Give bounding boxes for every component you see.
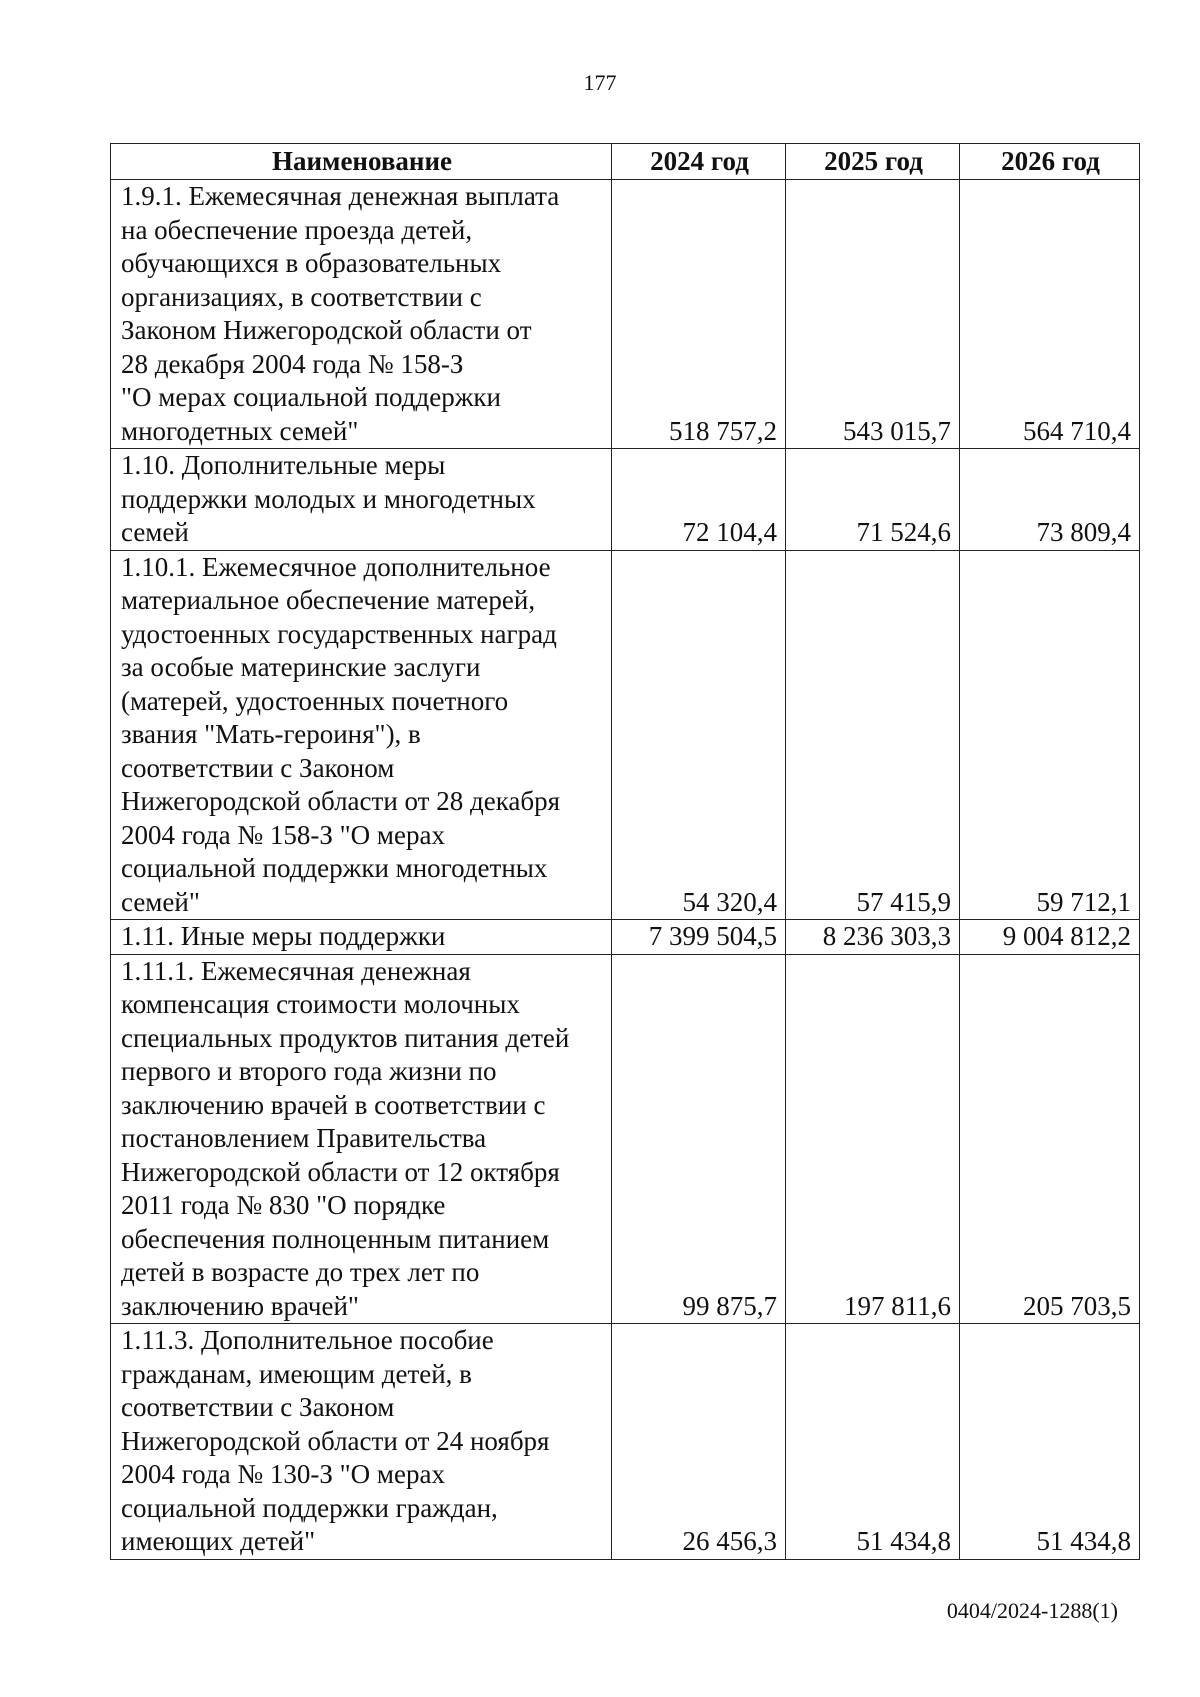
table-row bbox=[111, 550, 1140, 920]
value-2024-cell: 26 456,3 bbox=[612, 1324, 786, 1560]
row-name-cell bbox=[111, 449, 612, 551]
value-2026-cell: 564 710,4 bbox=[960, 180, 1140, 449]
value-2025-cell: 57 415,9 bbox=[786, 550, 960, 920]
row-name-line: 1.11. Иные меры поддержки bbox=[121, 921, 446, 951]
row-name-cell bbox=[111, 920, 612, 955]
page-number: 177 bbox=[583, 70, 617, 95]
row-name-line: на обеспечение проезда детей, bbox=[121, 214, 473, 245]
row-name-line: заключению врачей" bbox=[121, 1290, 359, 1321]
row-name-line: 1.10. Дополнительные меры bbox=[121, 450, 446, 480]
value-2026-cell: 51 434,8 bbox=[960, 1324, 1140, 1560]
value-2024-cell: 72 104,4 bbox=[612, 449, 786, 551]
row-name-line: 1.10.1. Ежемесячное дополнительное bbox=[121, 551, 551, 582]
value-2025-cell: 71 524,6 bbox=[786, 449, 960, 551]
row-name-cell bbox=[111, 180, 612, 449]
value-2024-cell: 7 399 504,5 bbox=[612, 920, 786, 955]
header-name: Наименование bbox=[111, 144, 612, 180]
row-name-line: организациях, в соответствии с bbox=[121, 281, 482, 312]
row-name-cell bbox=[111, 1324, 612, 1560]
row-name-line: имеющих детей" bbox=[121, 1526, 316, 1556]
row-name-line: социальной поддержки граждан, bbox=[121, 1492, 498, 1523]
row-name-line: семей" bbox=[121, 886, 200, 917]
row-name-line: обеспечения полноценным питанием bbox=[121, 1223, 550, 1254]
row-name-line: заключению врачей в соответствии с bbox=[121, 1089, 546, 1120]
row-name-line: обучающихся в образовательных bbox=[121, 248, 502, 278]
row-name-line: за особые материнские заслуги bbox=[121, 652, 481, 682]
row-name-cell bbox=[111, 954, 612, 1324]
table-row bbox=[111, 954, 1140, 1324]
value-2024-cell: 518 757,2 bbox=[612, 180, 786, 449]
table-row bbox=[111, 449, 1140, 551]
table-row bbox=[111, 180, 1140, 449]
row-name-line: соответствии с Законом bbox=[121, 752, 395, 783]
row-name-line: 28 декабря 2004 года № 158-З bbox=[121, 348, 464, 379]
row-name-line: социальной поддержки многодетных bbox=[121, 853, 548, 883]
row-name-line: 1.11.1. Ежемесячная денежная bbox=[121, 955, 471, 986]
value-2025-cell: 51 434,8 bbox=[786, 1324, 960, 1560]
header-2025: 2025 год bbox=[786, 144, 960, 180]
value-2026-cell: 205 703,5 bbox=[960, 954, 1140, 1324]
row-name-line: удостоенных государственных наград bbox=[121, 618, 557, 649]
row-name-line: многодетных семей" bbox=[121, 415, 359, 446]
table-row bbox=[111, 1324, 1140, 1560]
header-2024: 2024 год bbox=[612, 144, 786, 180]
row-name-line: компенсация стоимости молочных bbox=[121, 989, 520, 1019]
value-2024-cell: 99 875,7 bbox=[612, 954, 786, 1324]
row-name-line: первого и второго года жизни по bbox=[121, 1056, 497, 1086]
row-name-line: звания "Мать-героиня"), в bbox=[121, 719, 421, 749]
value-2025-cell: 197 811,6 bbox=[786, 954, 960, 1324]
row-name-line: семей bbox=[121, 517, 189, 547]
budget-table bbox=[110, 143, 1140, 1560]
table-row bbox=[111, 920, 1140, 955]
header-2026: 2026 год bbox=[960, 144, 1140, 180]
row-name-line: 2004 года № 130-З "О мерах bbox=[121, 1459, 445, 1489]
row-name-line: специальных продуктов питания детей bbox=[121, 1022, 570, 1053]
row-name-line: 1.9.1. Ежемесячная денежная выплата bbox=[121, 181, 560, 211]
document-code: 0404/2024-1288(1) bbox=[946, 1598, 1118, 1623]
row-name-line: детей в возрасте до трех лет по bbox=[121, 1257, 480, 1287]
row-name-line: (матерей, удостоенных почетного bbox=[121, 685, 509, 716]
row-name-line: 1.11.3. Дополнительное пособие bbox=[121, 1325, 494, 1355]
row-name-line: "О мерах социальной поддержки bbox=[121, 382, 501, 412]
value-2025-cell: 543 015,7 bbox=[786, 180, 960, 449]
value-2026-cell: 73 809,4 bbox=[960, 449, 1140, 551]
table-body bbox=[111, 180, 1140, 1560]
row-name-line: материальное обеспечение матерей, bbox=[121, 585, 536, 615]
value-2026-cell: 59 712,1 bbox=[960, 550, 1140, 920]
row-name-line: 2011 года № 830 "О порядке bbox=[121, 1190, 446, 1220]
table-header-row bbox=[111, 144, 1140, 180]
row-name-line: Законом Нижегородской области от bbox=[121, 315, 532, 345]
value-2024-cell: 54 320,4 bbox=[612, 550, 786, 920]
row-name-line: 2004 года № 158-З "О мерах bbox=[121, 819, 445, 850]
row-name-line: постановлением Правительства bbox=[121, 1123, 487, 1153]
row-name-line: Нижегородской области от 28 декабря bbox=[121, 786, 561, 816]
row-name-line: Нижегородской области от 24 ноября bbox=[121, 1425, 550, 1456]
value-2026-cell: 9 004 812,2 bbox=[960, 920, 1140, 955]
row-name-line: Нижегородской области от 12 октября bbox=[121, 1156, 560, 1187]
row-name-line: поддержки молодых и многодетных bbox=[121, 483, 536, 514]
row-name-line: гражданам, имеющим детей, в bbox=[121, 1358, 472, 1389]
row-name-line: соответствии с Законом bbox=[121, 1392, 395, 1422]
row-name-cell bbox=[111, 550, 612, 920]
value-2025-cell: 8 236 303,3 bbox=[786, 920, 960, 955]
